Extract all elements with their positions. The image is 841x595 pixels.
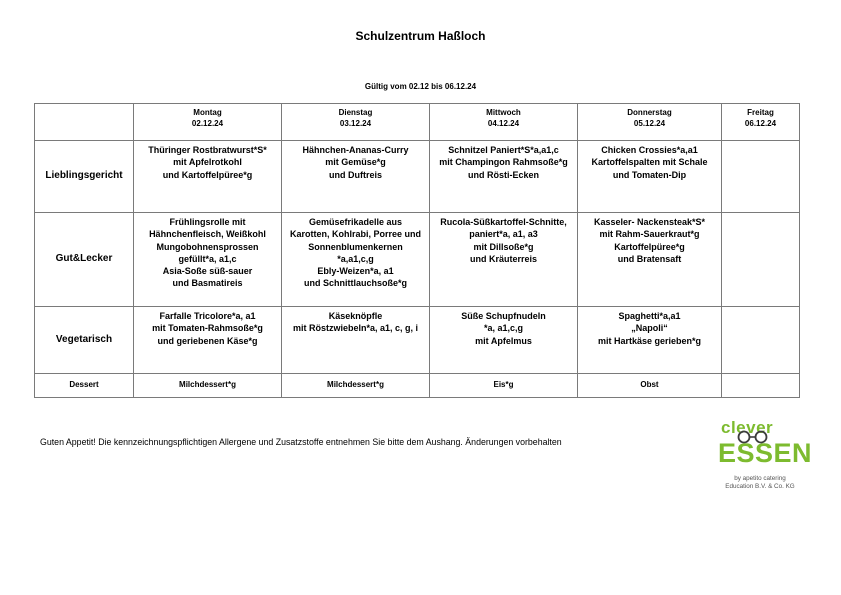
day-header-thursday: Donnerstag 05.12.24 [578, 104, 722, 141]
dish-line: und Kräuterreis [469, 253, 538, 264]
day-header-tuesday: Dienstag 03.12.24 [282, 104, 430, 141]
dish-line: Hähnchen-Ananas-Curry [302, 145, 409, 155]
dish-line: Kartoffelspalten mit Schale [591, 157, 708, 168]
dish-line: Ebly-Weizen*a, a1 [317, 266, 394, 277]
dish-cell [578, 213, 722, 307]
dish-line: mit Champingon Rahmsoße*g [439, 157, 568, 168]
dish-line: „Napoli“ [631, 323, 668, 334]
menu-row-dessert [35, 374, 800, 398]
dish-line: und Rösti-Ecken [467, 169, 539, 180]
dish-line: Mungobohnensprossen [156, 241, 259, 252]
dish-cell [134, 307, 282, 374]
day-header-monday: Montag 02.12.24 [134, 104, 282, 141]
dish-line: Spaghetti*a,a1 [618, 311, 681, 321]
dish-line: mit Gemüse*g [325, 157, 386, 168]
dish-line: Karotten, Kohlrabi, Porree und [289, 229, 421, 240]
dish-cell [578, 141, 722, 213]
dish-line: Frühlingsrolle mit [169, 217, 246, 227]
row-label: Dessert [35, 374, 134, 398]
dish-line: mit Tomaten-Rahmsoße*g [152, 323, 263, 334]
menu-table [34, 103, 800, 398]
dish-cell [282, 213, 430, 307]
dish-line: Asia-Soße süß-sauer [162, 266, 253, 277]
dish-line: mit Röstzwiebeln*a, a1, c, g, i [292, 323, 419, 334]
dish-line: Chicken Crossies*a,a1 [601, 145, 698, 155]
dish-line: mit Hartkäse gerieben*g [597, 335, 702, 346]
dish-cell [282, 307, 430, 374]
dish-line: *a, a1,c,g [483, 323, 524, 334]
dish-line: und Duftreis [329, 169, 382, 180]
header-row [35, 104, 800, 141]
logo-clever-text: clever [721, 418, 774, 437]
dish-line: Kasseler- Nackensteak*S* [593, 217, 706, 227]
validity-period: Gültig vom 02.12 bis 06.12.24 [364, 82, 477, 91]
dish-line: und Bratensaft [617, 253, 682, 264]
dessert-cell: Obst [578, 374, 722, 398]
row-label: Vegetarisch [35, 307, 134, 374]
dish-line: und geriebenen Käse*g [157, 335, 258, 346]
dish-cell [282, 141, 430, 213]
dish-cell [430, 307, 578, 374]
dish-cell [722, 213, 800, 307]
clever-essen-logo [712, 418, 812, 498]
footer-note: Guten Appetit! Die kennzeichnungspflichtigen Allergene und Zusatzstoffe entnehmen Sie bitte dem Aushang. Änderungen vorbehalten [40, 437, 562, 447]
dish-line: und Schnittlauchsoße*g [303, 278, 407, 289]
dish-line: Sonnenblumenkernen [308, 241, 403, 252]
dish-cell [722, 141, 800, 213]
logo-essen-text: ESSEN [718, 438, 813, 468]
dish-line: gefüllt*a, a1,c [178, 253, 237, 264]
dish-line: und Kartoffelpüree*g [162, 169, 253, 180]
day-header-friday: Freitag 06.12.24 [722, 104, 800, 141]
dish-line: mit Dillsoße*g [473, 241, 534, 252]
dish-line: paniert*a, a1, a3 [469, 229, 538, 240]
dessert-cell [722, 374, 800, 398]
dish-cell [578, 307, 722, 374]
dish-line: Rucola-Süßkartoffel-Schnitte, [440, 217, 567, 227]
day-header-wednesday: Mittwoch 04.12.24 [430, 104, 578, 141]
dish-line: Käseknöpfle [328, 311, 383, 321]
dish-line: Schnitzel Paniert*S*a,a1,c [448, 145, 559, 155]
dish-line: Kartoffelpüree*g [614, 241, 685, 252]
row-label: Gut&Lecker [35, 213, 134, 307]
dessert-cell: Eis*g [430, 374, 578, 398]
dish-line: mit Apfelrotkohl [173, 157, 242, 168]
dessert-cell: Milchdessert*g [282, 374, 430, 398]
dish-line: und Basmatireis [172, 278, 243, 289]
dish-cell [134, 141, 282, 213]
dish-line: mit Apfelmus [475, 335, 532, 346]
menu-row-gut-und-lecker [35, 213, 800, 307]
logo-subtitle: by apetito catering Education B.V. & Co. KG [725, 475, 795, 490]
dessert-cell: Milchdessert*g [134, 374, 282, 398]
dish-line: Hähnchenfleisch, Weißkohl [149, 229, 266, 240]
menu-row-vegetarisch [35, 307, 800, 374]
dish-line: *a,a1,c,g [337, 253, 374, 264]
dish-line: Süße Schupfnudeln [461, 311, 546, 321]
dish-cell [722, 307, 800, 374]
dish-line: Thüringer Rostbratwurst*S* [148, 145, 267, 155]
row-label: Lieblingsgericht [35, 141, 134, 213]
dish-line: mit Rahm-Sauerkraut*g [599, 229, 700, 240]
menu-row-lieblingsgericht [35, 141, 800, 213]
dish-cell [430, 213, 578, 307]
dish-line: Farfalle Tricolore*a, a1 [159, 311, 256, 321]
dish-cell [430, 141, 578, 213]
dish-line: und Tomaten-Dip [612, 169, 687, 180]
corner-cell [35, 104, 134, 141]
dish-cell [134, 213, 282, 307]
page-title: Schulzentrum Haßloch [355, 29, 486, 43]
dish-line: Gemüsefrikadelle aus [308, 217, 403, 227]
